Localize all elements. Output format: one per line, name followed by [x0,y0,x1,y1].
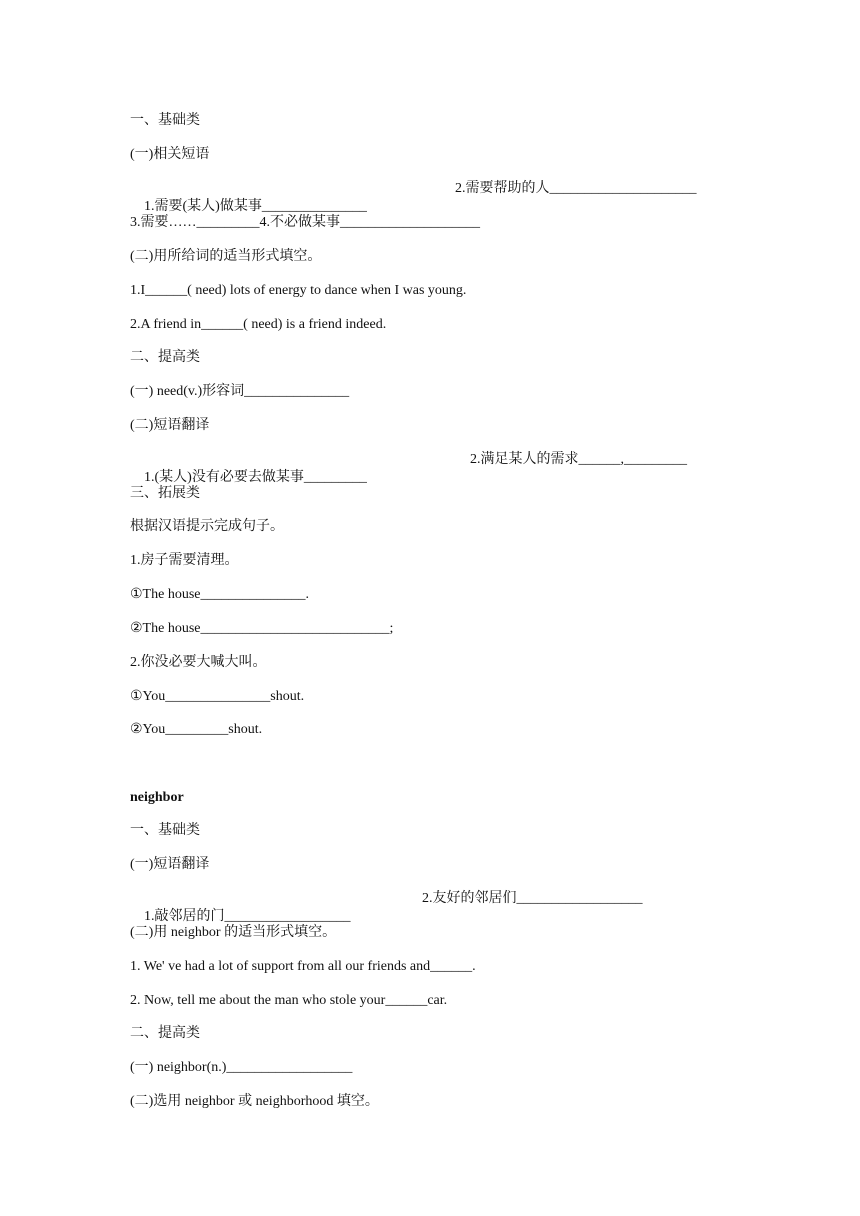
need-fill-2: 2.A friend in______( need) is a friend indeed. [130,317,387,332]
need-advanced-heading: 二、提高类 [130,350,200,365]
neighbor-basic-heading: 一、基础类 [130,823,200,838]
need-sentence-1b: ②The house___________________________; [130,621,394,636]
need-translate-heading: (二)短语翻译 [130,418,210,433]
neighbor-fill-heading: (二)用 neighbor 的适当形式填空。 [130,925,337,940]
need-phrase-2: 2.需要帮助的人_____________________ [455,181,697,196]
need-translate-1: 1.(某人)没有必要去做某事_________ [144,470,367,485]
neighbor-title-text: neighbor [130,790,184,805]
need-adj-item: (一) need(v.)形容词_______________ [130,384,350,399]
need-basic-heading: 一、基础类 [130,113,200,128]
need-sentence-1a: ①The house_______________. [130,587,309,602]
need-fill-heading: (二)用所给词的适当形式填空。 [130,249,322,264]
need-sentence-1: 1.房子需要清理。 [130,553,239,568]
need-sentence-2b: ②You_________shout. [130,722,263,737]
need-translate-row [130,451,830,523]
need-phrase-3-4: 3.需要……_________4.不必做某事____________________ [130,215,480,230]
neighbor-fill-2: 2. Now, tell me about the man who stole your______car. [130,993,448,1008]
neighbor-translate-1: 1.敲邻居的门__________________ [144,909,351,924]
need-extend-heading: 三、拓展类 [130,486,200,501]
neighbor-advanced-heading: 二、提高类 [130,1026,200,1041]
need-sentence-2a: ①You_______________shout. [130,689,305,704]
neighbor-title [130,789,184,807]
neighbor-translate-2: 2.友好的邻居们__________________ [422,891,643,906]
need-translate-2: 2.满足某人的需求______,_________ [470,452,687,467]
need-fill-1: 1.I______( need) lots of energy to dance when I was young. [130,283,467,298]
neighbor-translate-heading: (一)短语翻译 [130,857,210,872]
need-sentence-2: 2.你没必要大喊大叫。 [130,655,267,670]
need-phrases-heading: (一)相关短语 [130,147,210,162]
need-phrase-1: 1.需要(某人)做某事_______________ [144,199,367,214]
neighbor-choose-heading: (二)选用 neighbor 或 neighborhood 填空。 [130,1094,379,1109]
neighbor-fill-1: 1. We' ve had a lot of support from all our friends and______. [130,959,476,974]
neighbor-noun-item: (一) neighbor(n.)__________________ [130,1060,353,1075]
need-extend-instruction: 根据汉语提示完成句子。 [130,519,284,534]
